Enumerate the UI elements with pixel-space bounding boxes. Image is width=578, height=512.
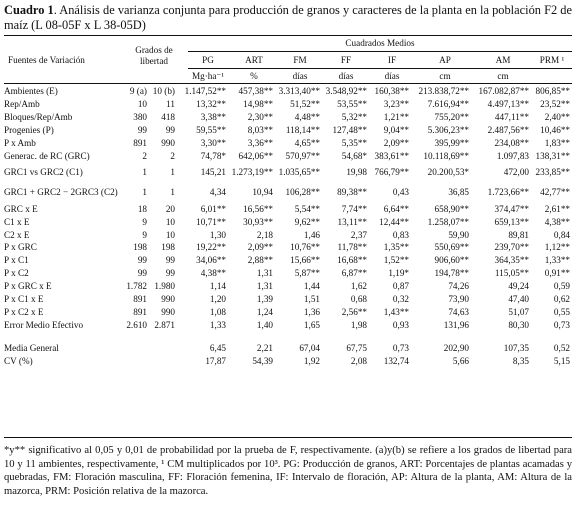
row-value: 0,43 (392, 187, 409, 198)
header-cuadrados-medios: Cuadrados Medios (345, 38, 415, 48)
row-value: 1,21** (383, 112, 409, 123)
row-value: 0,84 (553, 229, 570, 240)
row-value: 4,38** (200, 268, 226, 279)
row-value: 13,11** (337, 216, 367, 227)
header-col-if: IF (387, 55, 397, 65)
row-df-11: 11 (166, 99, 175, 110)
row-value: 49,24 (508, 281, 529, 292)
row-value: 5.306,23** (427, 125, 469, 136)
summary-value: 54,39 (252, 355, 273, 366)
unit-ff: días (338, 71, 354, 81)
unit-pg: Mg·ha⁻¹ (191, 71, 225, 81)
row-value: 118,14** (285, 125, 320, 136)
row-source: Bloques/Rep/Amb (4, 112, 73, 123)
row-value: 383,61** (374, 150, 409, 161)
row-value: 1,12** (544, 242, 570, 253)
row-value: 13,32** (196, 99, 226, 110)
row-value: 1.273,19** (231, 167, 273, 178)
row-value: 106,28** (285, 187, 320, 198)
row-value: 2,88** (247, 255, 273, 266)
row-value: 4,38** (544, 216, 570, 227)
row-value: 1,43** (383, 306, 409, 317)
row-source: P x C2 x E (4, 306, 44, 317)
row-df-11: 990 (161, 138, 175, 148)
table-row (4, 267, 572, 280)
row-df-10: 1 (142, 167, 147, 178)
row-df-11: 1 (170, 167, 175, 178)
table-row (4, 293, 572, 306)
row-source: P x C1 x E (4, 294, 44, 305)
row-source: GRC x E (4, 203, 38, 214)
bottom-rule (4, 437, 572, 438)
row-value: 11,78** (337, 242, 367, 253)
row-value: 54,68* (341, 150, 367, 161)
summary-value: 1,92 (303, 355, 320, 366)
row-value: 5,32** (341, 112, 367, 123)
row-value: 906,60** (434, 255, 469, 266)
row-value: 1,31 (256, 268, 273, 279)
row-value: 6,01** (200, 203, 226, 214)
row-value: 3.313,40** (278, 86, 320, 97)
row-value: 194,78** (434, 268, 469, 279)
row-value: 1.035,65** (278, 167, 320, 178)
table-row (4, 318, 572, 331)
row-df-11: 2.871 (154, 319, 175, 330)
row-source: GRC1 vs GRC2 (C1) (4, 167, 83, 178)
row-value: 2,09** (383, 138, 409, 148)
row-df-10: 99 (137, 268, 147, 279)
row-value: 374,47** (494, 203, 529, 214)
row-value: 74,63 (448, 306, 469, 317)
row-value: 213.838,72** (418, 86, 469, 97)
row-value: 2,30** (247, 112, 273, 123)
summary-row (4, 341, 572, 354)
row-value: 1,35** (383, 242, 409, 253)
row-source: P x GRC (4, 242, 37, 253)
row-value: 1,33** (544, 255, 570, 266)
row-value: 2,40** (544, 112, 570, 123)
row-source: C1 x E (4, 216, 30, 227)
row-value: 30,93** (243, 216, 273, 227)
row-value: 10,71** (196, 216, 226, 227)
summary-value: 5,66 (452, 355, 469, 366)
row-value: 5,54** (294, 203, 320, 214)
row-df-11: 20 (165, 203, 175, 214)
summary-value: 67,75 (346, 342, 367, 353)
row-value: 89,81 (508, 229, 529, 240)
row-value: 2,37 (350, 229, 367, 240)
summary-value: 132,74 (383, 355, 409, 366)
row-value: 51,07 (508, 306, 529, 317)
row-value: 642,06** (238, 150, 273, 161)
row-value: 138,31** (535, 150, 570, 161)
row-value: 6,87** (341, 268, 367, 279)
row-value: 0,68 (350, 294, 367, 305)
row-value: 10,94 (252, 187, 273, 198)
row-source: P x GRC x E (4, 281, 52, 292)
row-value: 395,99** (434, 138, 469, 148)
row-value: 7.616,94** (427, 99, 469, 110)
row-value: 1.097,83 (496, 150, 529, 161)
row-df-11: 99 (165, 255, 175, 266)
row-value: 2,61** (544, 203, 570, 214)
header-sources: Fuentes de Variación (8, 55, 85, 65)
row-df-11: 1 (170, 187, 175, 198)
row-value: 19,98 (346, 167, 367, 178)
row-value: 1,52** (383, 255, 409, 266)
caption-label: Cuadro 1 (4, 3, 54, 17)
row-value: 3.548,92** (325, 86, 367, 97)
table-row (4, 215, 572, 228)
table-row (4, 254, 572, 267)
unit-if: días (384, 71, 400, 81)
row-value: 167.082,87** (478, 86, 529, 97)
row-value: 239,70** (494, 242, 529, 253)
summary-value: 202,90 (443, 342, 469, 353)
row-df-10: 9 (a) (129, 86, 147, 97)
row-df-11: 10 (b) (152, 86, 175, 97)
row-value: 0,55 (553, 306, 570, 317)
anova-table (4, 85, 572, 367)
row-value: 1,30 (209, 229, 226, 240)
row-value: 1,24 (256, 306, 273, 317)
summary-label: CV (%) (4, 355, 33, 366)
table-row (4, 111, 572, 124)
row-df-10: 18 (137, 203, 147, 214)
row-value: 0,83 (392, 229, 409, 240)
table-row (4, 182, 572, 202)
row-df-11: 1.980 (154, 281, 175, 292)
summary-empty (148, 354, 176, 367)
row-value: 145,21 (200, 167, 226, 178)
row-value: 89,38** (337, 187, 367, 198)
row-df-11: 99 (165, 268, 175, 279)
row-df-10: 1.782 (126, 281, 147, 292)
table-row (4, 149, 572, 162)
row-value: 659,13** (494, 216, 529, 227)
summary-empty (124, 354, 148, 367)
row-value: 1,19* (388, 268, 409, 279)
header-bottom-rule (4, 83, 572, 84)
row-value: 34,06** (196, 255, 226, 266)
row-value: 1,39 (256, 294, 273, 305)
row-df-11: 198 (161, 242, 175, 253)
row-value: 127,48** (332, 125, 367, 136)
row-value: 3,36** (247, 138, 273, 148)
row-value: 2.487,56** (487, 125, 529, 136)
unit-am: cm (497, 71, 509, 81)
row-value: 364,35** (494, 255, 529, 266)
row-value: 1,62 (350, 281, 367, 292)
header-df: Grados de libertad (135, 45, 173, 66)
top-rule (4, 35, 572, 36)
row-value: 550,69** (434, 242, 469, 253)
row-value: 2,18 (256, 229, 273, 240)
row-value: 5,35** (341, 138, 367, 148)
row-value: 4.497,13** (487, 99, 529, 110)
row-value: 5,87** (294, 268, 320, 279)
row-df-10: 2.610 (126, 319, 147, 330)
row-value: 233,85** (535, 167, 570, 178)
row-value: 160,38** (374, 86, 409, 97)
row-value: 0,91** (544, 268, 570, 279)
row-value: 472,00 (503, 167, 529, 178)
table-row (4, 162, 572, 182)
row-value: 3,38** (200, 112, 226, 123)
summary-value: 5,15 (553, 355, 570, 366)
row-value: 806,85** (535, 86, 570, 97)
summary-empty (124, 341, 148, 354)
row-source: Ambientes (E) (4, 86, 58, 97)
row-value: 53,55** (337, 99, 367, 110)
row-value: 1,40 (256, 319, 273, 330)
row-value: 10,46** (540, 125, 570, 136)
row-value: 0,73 (553, 319, 570, 330)
row-value: 1,14 (209, 281, 226, 292)
row-value: 14,98** (243, 99, 273, 110)
spacer-cell (4, 331, 124, 341)
row-value: 0,62 (553, 294, 570, 305)
row-value: 1,36 (303, 306, 320, 317)
header-col-am: AM (495, 55, 511, 65)
row-value: 4,65** (294, 138, 320, 148)
row-value: 74,78* (200, 150, 226, 161)
summary-value: 8,35 (512, 355, 529, 366)
header-col-pg: PG (202, 55, 214, 65)
row-value: 2,56** (341, 306, 367, 317)
row-source: P x Amb (4, 138, 36, 148)
row-source: Progenies (P) (4, 125, 54, 136)
header-col-art: ART (245, 55, 263, 65)
row-value: 1,08 (209, 306, 226, 317)
header-col-ap: AP (439, 55, 451, 65)
row-source: C2 x E (4, 229, 30, 240)
row-value: 19,22** (196, 242, 226, 253)
row-value: 47,40 (508, 294, 529, 305)
row-value: 115,05** (494, 268, 529, 279)
row-value: 4,48** (294, 112, 320, 123)
row-df-11: 2 (170, 150, 175, 161)
row-value: 755,20** (434, 112, 469, 123)
header-col-fm: FM (293, 55, 307, 65)
row-value: 447,11** (494, 112, 529, 123)
summary-value: 17,87 (205, 355, 226, 366)
row-value: 766,79** (374, 167, 409, 178)
row-df-10: 891 (133, 294, 147, 305)
header-col-ff: FF (340, 55, 352, 65)
row-value: 1,33 (209, 319, 226, 330)
row-value: 7,74** (341, 203, 367, 214)
row-value: 1.723,66** (487, 187, 529, 198)
summary-value: 107,35 (503, 342, 529, 353)
row-df-11: 418 (161, 112, 175, 123)
row-value: 16,68** (337, 255, 367, 266)
row-df-10: 891 (133, 138, 147, 148)
row-value: 1,31 (256, 281, 273, 292)
unit-ap: cm (439, 71, 451, 81)
row-df-10: 380 (133, 112, 147, 123)
row-value: 1,44 (303, 281, 320, 292)
row-value: 1,65 (303, 319, 320, 330)
summary-value: 0,73 (392, 342, 409, 353)
row-df-11: 99 (165, 125, 175, 136)
row-df-11: 990 (161, 294, 175, 305)
row-source: Error Medio Efectivo (4, 319, 84, 330)
row-df-10: 1 (142, 187, 147, 198)
row-value: 457,38** (238, 86, 273, 97)
row-value: 0,32 (392, 294, 409, 305)
row-value: 23,52** (540, 99, 570, 110)
table-row (4, 228, 572, 241)
row-value: 1,83** (544, 138, 570, 148)
row-value: 9,62** (294, 216, 320, 227)
summary-value: 6,45 (209, 342, 226, 353)
row-value: 1.147,52** (184, 86, 226, 97)
row-value: 1,98 (350, 319, 367, 330)
header-col-prm: PRM ¹ (539, 55, 565, 65)
row-value: 658,90** (434, 203, 469, 214)
table-row (4, 137, 572, 150)
row-value: 0,87 (392, 281, 409, 292)
spacer-row (4, 331, 572, 341)
table-row (4, 124, 572, 137)
row-value: 3,30** (200, 138, 226, 148)
table-row (4, 202, 572, 215)
row-value: 10,76** (290, 242, 320, 253)
row-value: 1.258,07** (427, 216, 469, 227)
row-source: GRC1 + GRC2 − 2GRC3 (C2) (4, 187, 118, 198)
row-source: P x C1 (4, 255, 29, 266)
row-value: 20.200,53* (427, 167, 469, 178)
unit-art: % (250, 71, 258, 81)
footnote: *y** significativo al 0,05 y 0,01 de probabilidad por la prueba de F, respectivamente. (a)y(b) se refiere a los grados de libertad para 10 y 11 ambientes, respectivamente, ¹ CM multiplicados por 10³. PG: Producción de granos, ART: Porcentajes de plantas acamadas y quebradas, FM: Floración masculina, FF: Floración femenina, IF: Intervalo de floración, AP: Altura de la planta, AM: Altura de la mazorca, PRM: Posición relativa de la mazorca. (4, 445, 572, 497)
table-row (4, 280, 572, 293)
units-rule (188, 68, 572, 69)
row-value: 15,66** (290, 255, 320, 266)
summary-label: Media General (4, 342, 59, 353)
summary-row (4, 354, 572, 367)
row-df-11: 10 (165, 229, 175, 240)
row-value: 131,96 (443, 319, 469, 330)
means-rule (188, 51, 572, 52)
row-value: 73,90 (448, 294, 469, 305)
row-value: 8,03** (247, 125, 273, 136)
row-source: Generac. de RC (GRC) (4, 150, 90, 161)
row-value: 80,30 (508, 319, 529, 330)
summary-value: 2,21 (256, 342, 273, 353)
row-df-11: 10 (165, 216, 175, 227)
row-value: 0,59 (553, 281, 570, 292)
row-value: 234,08** (494, 138, 529, 148)
summary-value: 67,04 (299, 342, 320, 353)
row-df-11: 990 (161, 306, 175, 317)
table-row (4, 241, 572, 254)
row-value: 16,56** (243, 203, 273, 214)
row-value: 0,93 (392, 319, 409, 330)
table-row (4, 305, 572, 318)
row-df-10: 10 (137, 99, 147, 110)
row-value: 570,97** (285, 150, 320, 161)
summary-value: 2,08 (350, 355, 367, 366)
row-value: 4,34 (209, 187, 226, 198)
row-source: Rep/Amb (4, 99, 40, 110)
row-value: 9,04** (383, 125, 409, 136)
unit-fm: días (292, 71, 308, 81)
row-value: 42,77** (540, 187, 570, 198)
row-value: 2,09** (247, 242, 273, 253)
caption-text: . Análisis de varianza conjunta para producción de granos y caracteres de la planta en la población F2 de maíz (L 08-05F x L 38-05D) (4, 3, 572, 32)
row-df-10: 99 (137, 255, 147, 266)
table-row (4, 85, 572, 98)
row-df-10: 9 (142, 216, 147, 227)
row-value: 1,20 (209, 294, 226, 305)
row-value: 12,44** (379, 216, 409, 227)
row-value: 59,55** (196, 125, 226, 136)
row-value: 1,51 (303, 294, 320, 305)
row-value: 10.118,69** (423, 150, 469, 161)
row-value: 6,64** (383, 203, 409, 214)
table-caption (4, 3, 572, 33)
row-value: 1,46 (303, 229, 320, 240)
row-value: 59,90 (448, 229, 469, 240)
row-df-10: 891 (133, 306, 147, 317)
table-row (4, 98, 572, 111)
row-value: 74,26 (448, 281, 469, 292)
row-source: P x C2 (4, 268, 29, 279)
row-df-10: 198 (133, 242, 147, 253)
row-df-10: 99 (137, 125, 147, 136)
row-df-10: 9 (142, 229, 147, 240)
anova-body (4, 85, 572, 367)
row-value: 3,23** (383, 99, 409, 110)
summary-value: 0,52 (553, 342, 570, 353)
row-value: 51,52** (290, 99, 320, 110)
summary-empty (148, 341, 176, 354)
row-value: 36,85 (448, 187, 469, 198)
row-df-10: 2 (142, 150, 147, 161)
